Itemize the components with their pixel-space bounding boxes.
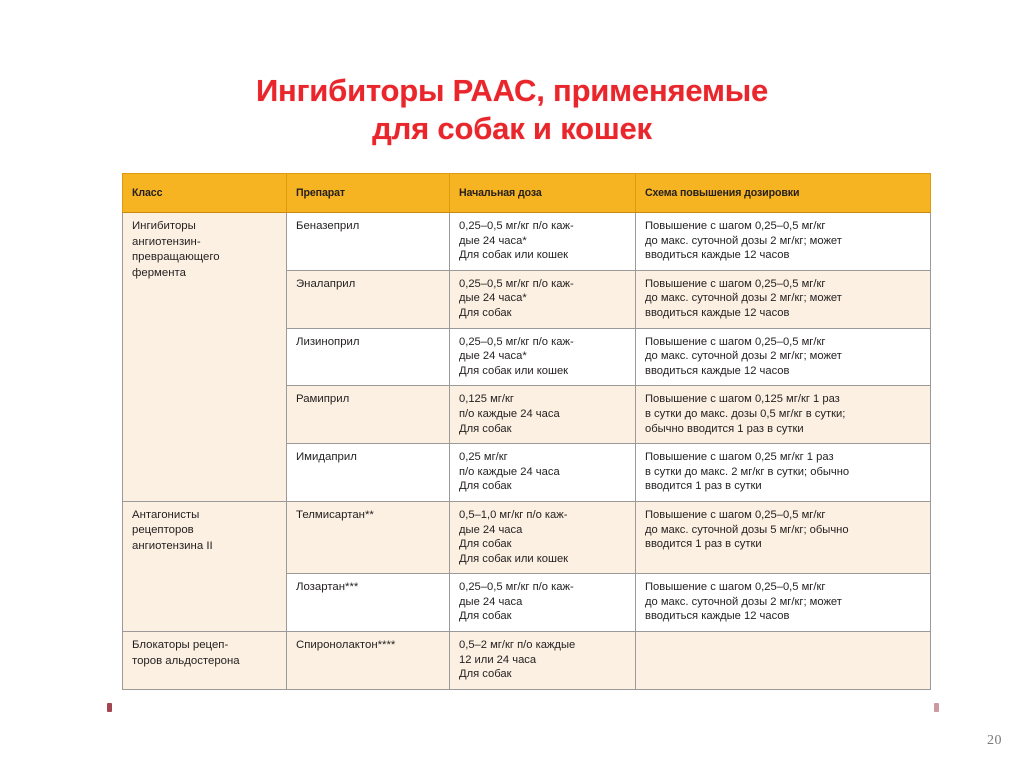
corner-mark-left-icon (107, 703, 112, 712)
dose-line: дые 24 часа (459, 523, 523, 536)
regimen-line: Повышение с шагом 0,25–0,5 мг/кг (645, 335, 826, 348)
regimen-line: Повышение с шагом 0,25 мг/кг 1 раз (645, 451, 834, 464)
dose-line: дые 24 часа (459, 595, 523, 608)
regimen-line: Повышение с шагом 0,25–0,5 мг/кг (645, 220, 826, 232)
regimen-line: Повышение с шагом 0,25–0,5 мг/кг (645, 277, 826, 290)
class-line: Ингибиторы (132, 220, 196, 232)
regimen-line: вводится 1 раз в сутки (645, 480, 762, 493)
dose-line: дые 24 часа* (459, 292, 527, 305)
cell-regimen (636, 270, 931, 328)
table-body (123, 213, 931, 690)
dose-line: 0,5–2 мг/кг п/о каждые (459, 639, 576, 652)
dose-line: Для собак или кошек (459, 364, 569, 377)
regimen-line: Повышение с шагом 0,25–0,5 мг/кг (645, 581, 826, 594)
dose-line: Для собак (459, 610, 512, 623)
class-line: ангиотензин- (132, 235, 201, 248)
page-title-line-1: Ингибиторы РААС, применяемые (255, 73, 769, 108)
table-row (123, 213, 931, 271)
dose-line: п/о каждые 24 часа (459, 465, 560, 478)
cell-drug: Лизиноприл (287, 328, 450, 386)
regimen-line: до макс. суточной дозы 2 мг/кг; может (645, 292, 842, 305)
cell-dose (450, 632, 636, 690)
table-row (123, 501, 931, 573)
regimen-line: до макс. суточной дозы 5 мг/кг; обычно (645, 523, 849, 536)
table-header-row (123, 174, 931, 213)
dose-line: 12 или 24 часа (459, 653, 537, 666)
regimen-line: Повышение с шагом 0,125 мг/кг 1 раз (645, 393, 840, 406)
dose-line: Для собак (459, 668, 512, 681)
cell-drug: Спиронолактон**** (287, 632, 450, 690)
dose-line: Для собак (459, 306, 512, 319)
cell-regimen (636, 328, 931, 386)
regimen-line: в сутки до макс. 2 мг/кг в сутки; обычно (645, 465, 850, 478)
column-header-class: Класс (123, 174, 287, 213)
class-line: ангиотензина II (132, 539, 213, 552)
dose-line: Для собак (459, 480, 512, 493)
regimen-line: Повышение с шагом 0,25–0,5 мг/кг (645, 508, 826, 521)
column-header-regimen: Схема повышения дозировки (636, 174, 931, 213)
cell-dose (450, 213, 636, 271)
regimen-line: до макс. суточной дозы 2 мг/кг; может (645, 595, 842, 608)
cell-dose (450, 328, 636, 386)
cell-drug: Беназеприл (287, 213, 450, 271)
cell-class (123, 213, 287, 502)
class-line: Антагонисты (132, 508, 200, 521)
dose-line: 0,25 мг/кг (459, 451, 508, 464)
corner-mark-right-icon (934, 703, 939, 712)
dose-line: 0,5–1,0 мг/кг п/о каж- (459, 508, 568, 521)
cell-regimen (636, 501, 931, 573)
dose-line: дые 24 часа* (459, 234, 527, 247)
regimen-line: вводиться каждые 12 часов (645, 249, 790, 262)
slide-number-value: 20 (987, 733, 1002, 748)
table-row (123, 632, 931, 690)
column-header-drug: Препарат (287, 174, 450, 213)
drug-dosing-table-figure (122, 173, 930, 711)
dose-line: Для собак (459, 422, 512, 435)
regimen-line: вводится 1 раз в сутки (645, 538, 762, 551)
drug-dosing-table (122, 173, 931, 690)
cell-regimen (636, 386, 931, 444)
dose-line: 0,25–0,5 мг/кг п/о каж- (459, 220, 574, 232)
dose-line: Для собак или кошек (459, 249, 569, 262)
dose-line: 0,25–0,5 мг/кг п/о каж- (459, 335, 574, 348)
cell-dose (450, 270, 636, 328)
cell-regimen (636, 213, 931, 271)
cell-dose (450, 574, 636, 632)
cell-class (123, 632, 287, 690)
cell-regimen (636, 444, 931, 502)
dose-line: 0,25–0,5 мг/кг п/о каж- (459, 277, 574, 290)
regimen-line: до макс. суточной дозы 2 мг/кг; может (645, 234, 842, 247)
dose-line: 0,25–0,5 мг/кг п/о каж- (459, 581, 574, 594)
regimen-line: вводиться каждые 12 часов (645, 306, 790, 319)
class-line: превращающего (132, 251, 220, 263)
slide-number (987, 733, 1002, 749)
class-line: торов альдостерона (132, 654, 240, 667)
regimen-line: вводиться каждые 12 часов (645, 610, 790, 623)
class-line: Блокаторы рецеп- (132, 639, 229, 652)
regimen-line: в сутки до макс. дозы 0,5 мг/кг в сутки; (645, 407, 846, 420)
page-title-line-2: для собак и кошек (372, 111, 652, 146)
dose-line: Для собак или кошек (459, 552, 569, 565)
cell-regimen (636, 574, 931, 632)
page-title (0, 72, 1024, 148)
regimen-line: до макс. суточной дозы 2 мг/кг; может (645, 350, 842, 363)
cell-drug: Эналаприл (287, 270, 450, 328)
cell-dose (450, 444, 636, 502)
cell-drug: Лозартан*** (287, 574, 450, 632)
cell-drug: Имидаприл (287, 444, 450, 502)
cell-drug: Рамиприл (287, 386, 450, 444)
cell-regimen (636, 632, 931, 690)
cell-class (123, 501, 287, 631)
dose-line: дые 24 часа* (459, 350, 527, 363)
dose-line: п/о каждые 24 часа (459, 407, 560, 420)
dose-line: 0,125 мг/кг (459, 393, 514, 406)
cell-dose (450, 501, 636, 573)
class-line: фермента (132, 266, 186, 279)
regimen-line: обычно вводится 1 раз в сутки (645, 422, 804, 435)
table-header (123, 174, 931, 213)
regimen-line: вводиться каждые 12 часов (645, 364, 790, 377)
dose-line: Для собак (459, 538, 512, 551)
cell-dose (450, 386, 636, 444)
cell-drug: Телмисартан** (287, 501, 450, 573)
class-line: рецепторов (132, 524, 194, 537)
column-header-dose: Начальная доза (450, 174, 636, 213)
